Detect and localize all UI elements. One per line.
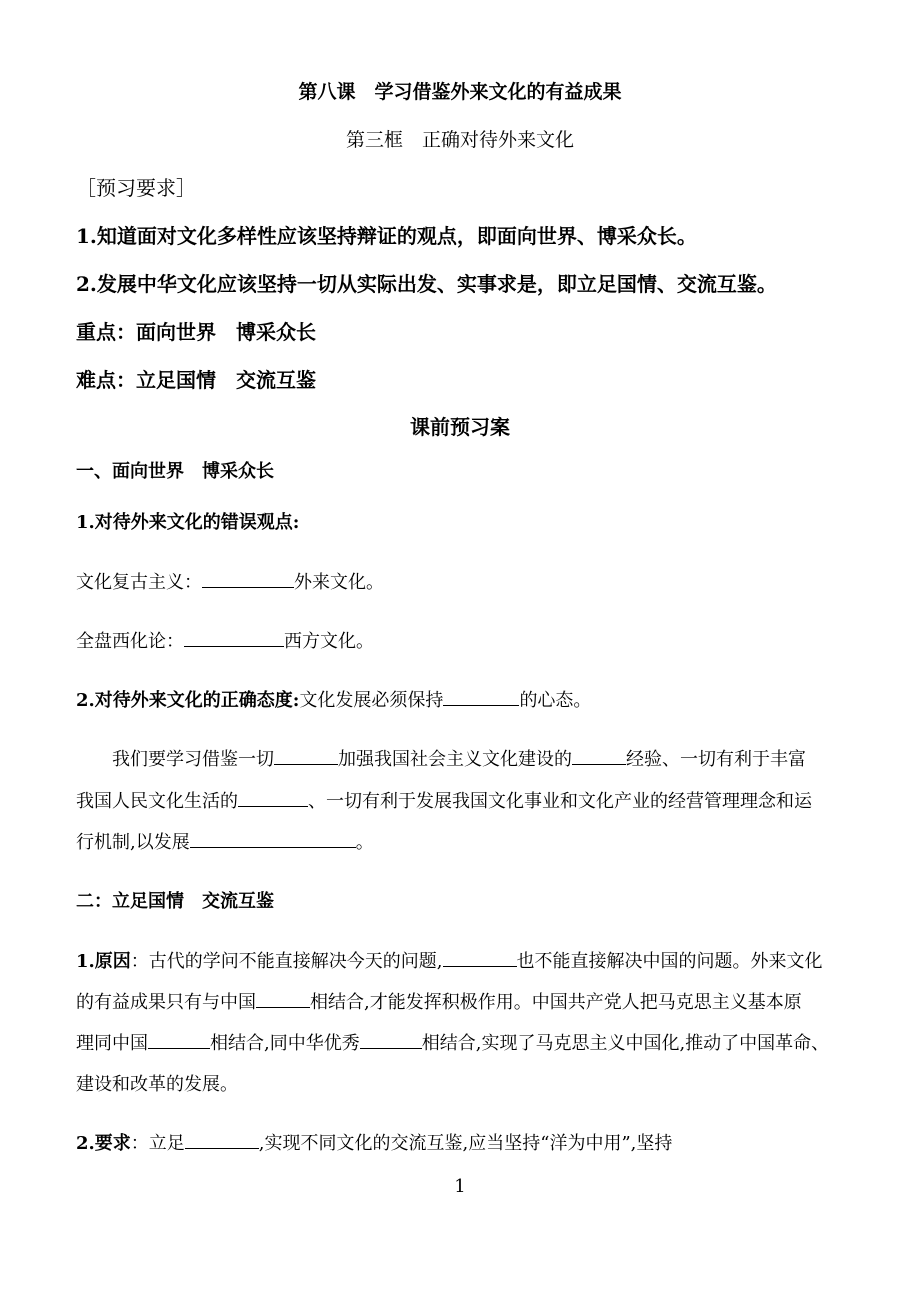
- fill-blank[interactable]: [184, 644, 284, 647]
- fill-blank[interactable]: [190, 845, 356, 848]
- reason-label: 1.原因: [76, 951, 131, 972]
- requirement-label: 2.要求: [76, 1133, 131, 1154]
- learning-paragraph-line-2: [76, 793, 812, 811]
- wrong-view-1-suffix: 外来文化。: [294, 572, 384, 593]
- fill-blank[interactable]: [274, 762, 338, 765]
- para-text: 的有益成果只有与中国: [76, 992, 256, 1013]
- learning-paragraph-line-1: [112, 751, 806, 769]
- correct-attitude-label: 2.对待外来文化的正确态度:: [76, 690, 300, 711]
- para-text: 、一切有利于发展我国文化事业和文化产业的经营管理理念和运: [308, 791, 812, 812]
- reason-line-1: [76, 953, 823, 971]
- fill-blank[interactable]: [256, 1005, 310, 1008]
- page-number: 1: [454, 1176, 466, 1197]
- fill-blank[interactable]: [572, 762, 626, 765]
- para-text: ,实现不同文化的交流互鉴,应当坚持“洋为中用”,坚持: [258, 1133, 673, 1154]
- fill-blank[interactable]: [202, 585, 294, 588]
- lesson-subtitle: 第三框 正确对待外来文化: [345, 129, 574, 151]
- preview-requirements-label: ［预习要求］: [76, 176, 196, 200]
- fill-blank[interactable]: [360, 1046, 422, 1049]
- reason-line-2: [76, 994, 802, 1012]
- requirement-item-2: 2.发展中华文化应该坚持一切从实际出发、实事求是，即立足国情、交流互鉴。: [76, 272, 777, 296]
- para-text: 相结合,同中华优秀: [210, 1033, 360, 1054]
- reason-line-3: [76, 1035, 829, 1053]
- para-text: 相结合,才能发挥积极作用。中国共产党人把马克思主义基本原: [310, 992, 802, 1013]
- fill-blank[interactable]: [148, 1046, 210, 1049]
- section-2-heading: 二：立足国情 交流互鉴: [76, 891, 274, 912]
- para-text: 我们要学习借鉴一切: [112, 749, 274, 770]
- correct-attitude-suffix: 的心态。: [519, 690, 592, 711]
- wrong-view-2-suffix: 西方文化。: [284, 631, 374, 652]
- para-text: 加强我国社会主义文化建设的: [338, 749, 572, 770]
- fill-blank[interactable]: [443, 964, 517, 967]
- fill-blank[interactable]: [443, 703, 519, 706]
- difficult-point: 难点：立足国情 交流互鉴: [76, 368, 316, 392]
- wrong-view-2-line: [76, 633, 374, 651]
- para-text: ：古代的学问不能直接解决今天的问题,: [130, 951, 443, 972]
- wrong-view-2-text: 全盘西化论：: [76, 631, 184, 652]
- section-1-heading: 一、面向世界 博采众长: [76, 461, 274, 482]
- wrong-views-label: 1.对待外来文化的错误观点:: [76, 512, 300, 533]
- lesson-title: 第八课 学习借鉴外来文化的有益成果: [298, 81, 622, 103]
- para-text: 。: [355, 832, 374, 853]
- para-text: 理同中国: [76, 1033, 148, 1054]
- para-text: 行机制,以发展: [76, 832, 190, 853]
- fill-blank[interactable]: [185, 1146, 259, 1149]
- learning-paragraph-line-3: [76, 834, 374, 852]
- wrong-view-1-line: [76, 574, 384, 592]
- para-text: 我国人民文化生活的: [76, 791, 238, 812]
- wrong-view-1-text: 文化复古主义：: [76, 572, 202, 593]
- pre-class-case-title: 课前预习案: [410, 415, 510, 439]
- requirement-item-1: 1.知道面对文化多样性应该坚持辩证的观点，即面向世界、博采众长。: [76, 224, 697, 248]
- para-text: 也不能直接解决中国的问题。外来文化: [516, 951, 823, 972]
- correct-attitude-text: 文化发展必须保持: [299, 690, 444, 711]
- requirement-line: [76, 1135, 672, 1153]
- para-text: 经验、一切有利于丰富: [626, 749, 806, 770]
- fill-blank[interactable]: [238, 804, 308, 807]
- para-text: 相结合,实现了马克思主义中国化,推动了中国革命、: [421, 1033, 830, 1054]
- reason-line-4: 建设和改革的发展。: [76, 1074, 238, 1095]
- correct-attitude-line: [76, 692, 591, 710]
- key-point: 重点：面向世界 博采众长: [76, 320, 316, 344]
- para-text: ：立足: [130, 1133, 185, 1154]
